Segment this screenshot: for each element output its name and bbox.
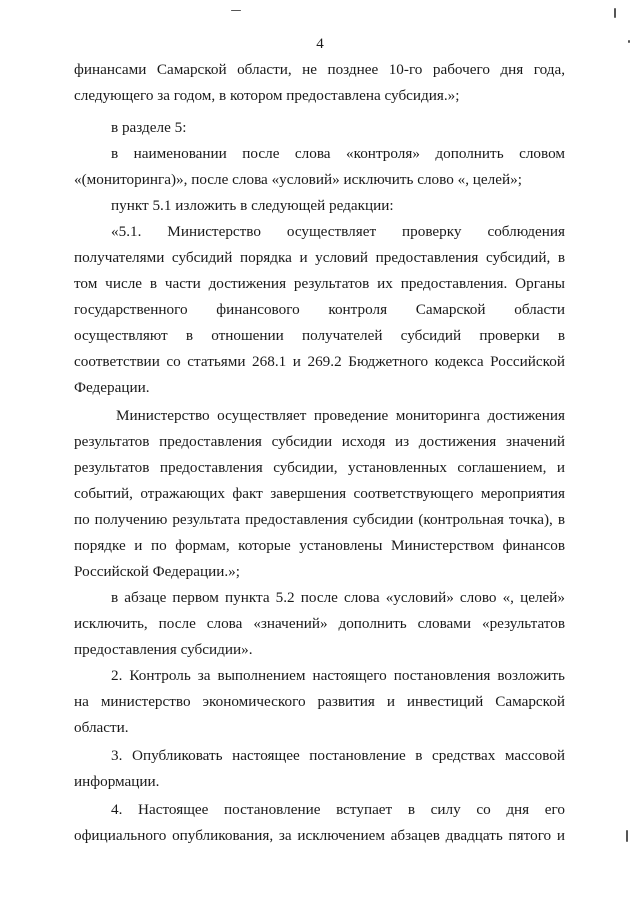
text-line: «5.1. Министерство осуществляет проверку соблюдения xyxy=(111,223,565,240)
text-line: Российской Федерации.»; xyxy=(74,563,240,580)
text-line: на министерство экономического развития и инвестиций Самарской xyxy=(74,693,565,710)
text-line: «(мониторинга)», после слова «условий» исключить слово «, целей»; xyxy=(74,171,522,188)
text-line: предоставления субсидии». xyxy=(74,641,253,658)
text-line: Федерации. xyxy=(74,379,150,396)
text-line: финансами Самарской области, не позднее 10-го рабочего дня года, xyxy=(74,61,565,78)
page-number: 4 xyxy=(316,36,324,52)
text-line: соответствии со статьями 268.1 и 269.2 Бюджетного кодекса Российской xyxy=(74,353,565,370)
text-line: в наименовании после слова «контроля» дополнить словом xyxy=(111,145,565,162)
text-line: результатов предоставления субсидии исходя из достижения значений xyxy=(74,433,565,450)
text-line: исключить, после слова «значений» дополнить словами «результатов xyxy=(74,615,565,632)
text-line: осуществляют в отношении получателей субсидий проверки в xyxy=(74,327,565,344)
scan-speck xyxy=(626,830,628,842)
scan-speck xyxy=(231,10,241,11)
text-line: порядке и по формам, которые установлены Министерством финансов xyxy=(74,537,565,554)
text-line: информации. xyxy=(74,773,160,790)
scan-speck xyxy=(614,8,616,18)
text-line: по получению результата предоставления субсидии (контрольная точка), в xyxy=(74,511,565,528)
text-line: в разделе 5: xyxy=(111,119,187,136)
text-line: 2. Контроль за выполнением настоящего постановления возложить xyxy=(111,667,565,684)
text-line: в абзаце первом пункта 5.2 после слова «условий» слово «, целей» xyxy=(111,589,565,606)
text-line: официального опубликования, за исключением абзацев двадцать пятого и xyxy=(74,827,565,844)
text-line: Министерство осуществляет проведение мониторинга достижения xyxy=(116,407,565,424)
text-line: 4. Настоящее постановление вступает в силу со дня его xyxy=(111,801,565,818)
text-line: результатов предоставления субсидии, установленных соглашением, и xyxy=(74,459,565,476)
text-line: том числе в части достижения результатов их предоставления. Органы xyxy=(74,275,565,292)
text-line: 3. Опубликовать настоящее постановление в средствах массовой xyxy=(111,747,565,764)
text-line: следующего за годом, в котором предоставлена субсидия.»; xyxy=(74,87,460,104)
text-line: области. xyxy=(74,719,129,736)
text-line: получателями субсидий порядка и условий предоставления субсидий, в xyxy=(74,249,565,266)
scan-speck xyxy=(628,40,630,43)
text-line: событий, отражающих факт завершения соответствующего мероприятия xyxy=(74,485,565,502)
text-line: государственного финансового контроля Самарской области xyxy=(74,301,565,318)
text-line: пункт 5.1 изложить в следующей редакции: xyxy=(111,197,394,214)
